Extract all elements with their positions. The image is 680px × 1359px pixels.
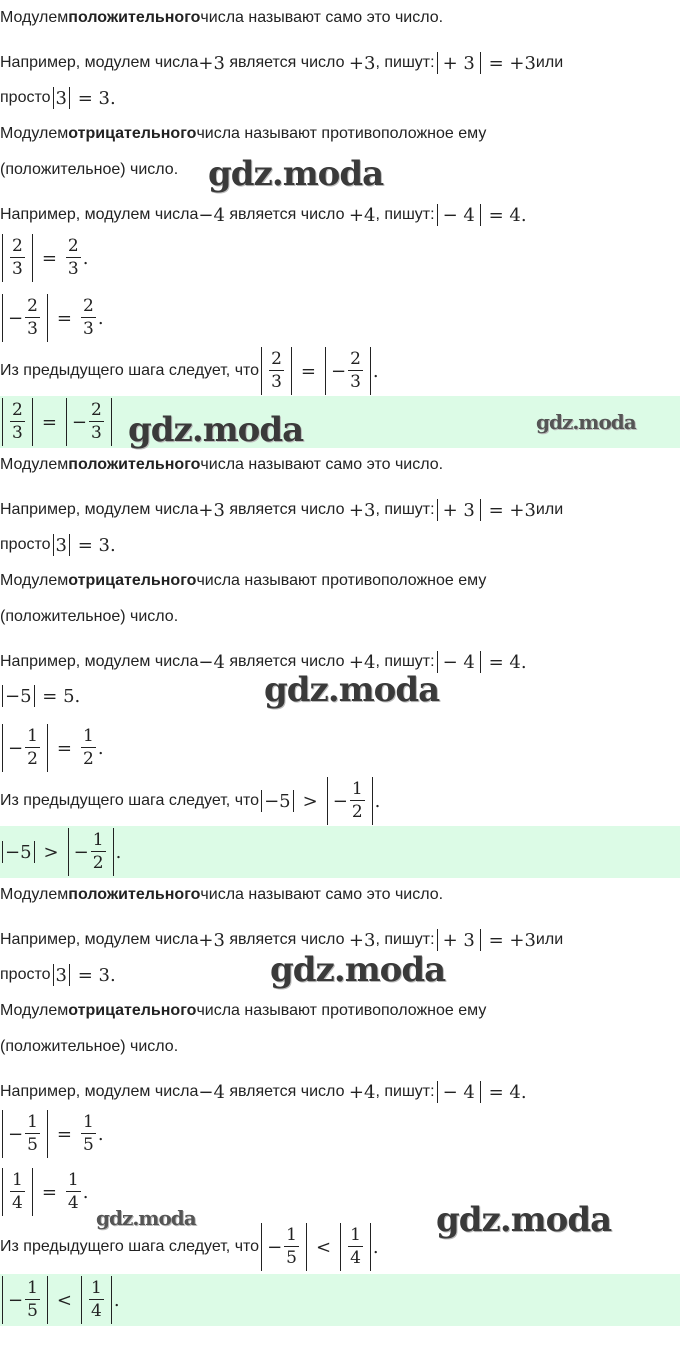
formula-1a: $\frac{2}{3}$ = $\frac{2}{3}$ . — [0, 232, 88, 284]
conclusion-3: Из предыдущего шага следует, что − $\frac{1}{5}$ < $\frac{1}{4}$ . — [0, 1222, 379, 1272]
conclusion-1: Из предыдущего шага следует, что $\frac{2}{3}$ = − $\frac{2}{3}$ . — [0, 346, 379, 396]
rule-negative-3: Модулем отрицательного числа называют противоположное ему — [0, 1002, 487, 1019]
rule-positive-2: Модулем положительного числа называют само это число. — [0, 456, 444, 473]
example-positive-3: Например, модулем числа +3 является число +3 , пишут: + 3 = +3 или — [0, 929, 564, 951]
watermark-logo: gdz.moda — [270, 950, 446, 990]
example-positive-2: Например, модулем числа +3 является число +3 , пишут: + 3 = +3 или — [0, 499, 564, 521]
formula-3a: − $\frac{1}{5}$ = $\frac{1}{5}$ . — [0, 1108, 104, 1160]
rule-negative-1: Модулем отрицательного числа называют противоположное ему — [0, 125, 487, 142]
watermark-logo: gdz.moda — [264, 670, 440, 710]
rule-negative-2-cont: (положительное) число. — [0, 608, 179, 625]
rule-negative-2: Модулем отрицательного числа называют противоположное ему — [0, 572, 487, 589]
formula-2a: −5 = 5. — [0, 681, 80, 711]
answer-2: −5 > − $\frac{1}{2}$ . — [0, 826, 680, 878]
answer-1: $\frac{2}{3}$ = − $\frac{2}{3}$ — [0, 396, 680, 448]
watermark-logo: gdz.moda — [436, 1200, 612, 1240]
answer-3: − $\frac{1}{5}$ < $\frac{1}{4}$ . — [0, 1274, 680, 1326]
watermark-logo: gdz.moda — [536, 410, 636, 434]
formula-3b: $\frac{1}{4}$ = $\frac{1}{4}$ . — [0, 1166, 88, 1218]
rule-positive-3: Модулем положительного числа называют само это число. — [0, 886, 444, 903]
rule-negative-3-cont: (положительное) число. — [0, 1038, 179, 1055]
formula-1b: − $\frac{2}{3}$ = $\frac{2}{3}$ . — [0, 292, 104, 344]
example-simple-3: просто 3 = 3. — [0, 964, 116, 986]
example-simple-2: просто 3 = 3. — [0, 534, 116, 556]
watermark-logo: gdz.moda — [208, 154, 384, 194]
formula-2b: − $\frac{1}{2}$ = $\frac{1}{2}$ . — [0, 722, 104, 774]
watermark-logo: gdz.moda — [96, 1206, 196, 1230]
rule-negative-1-cont: (положительное) число. — [0, 161, 179, 178]
example-simple-1: просто 3 = 3. — [0, 87, 116, 109]
rule-positive-1: Модулем положительного числа называют само это число. — [0, 9, 444, 26]
example-negative-1: Например, модулем числа −4 является число +4 , пишут: − 4 = 4. — [0, 204, 527, 226]
conclusion-2: Из предыдущего шага следует, что −5 > − $\frac{1}{2}$ . — [0, 776, 380, 826]
watermark-logo: gdz.moda — [128, 410, 304, 450]
example-positive-1: Например, модулем числа +3 является число +3 , пишут: + 3 = +3 или — [0, 52, 564, 74]
example-negative-3: Например, модулем числа −4 является число +4 , пишут: − 4 = 4. — [0, 1081, 527, 1103]
example-negative-2: Например, модулем числа −4 является число +4 , пишут: − 4 = 4. — [0, 651, 527, 673]
